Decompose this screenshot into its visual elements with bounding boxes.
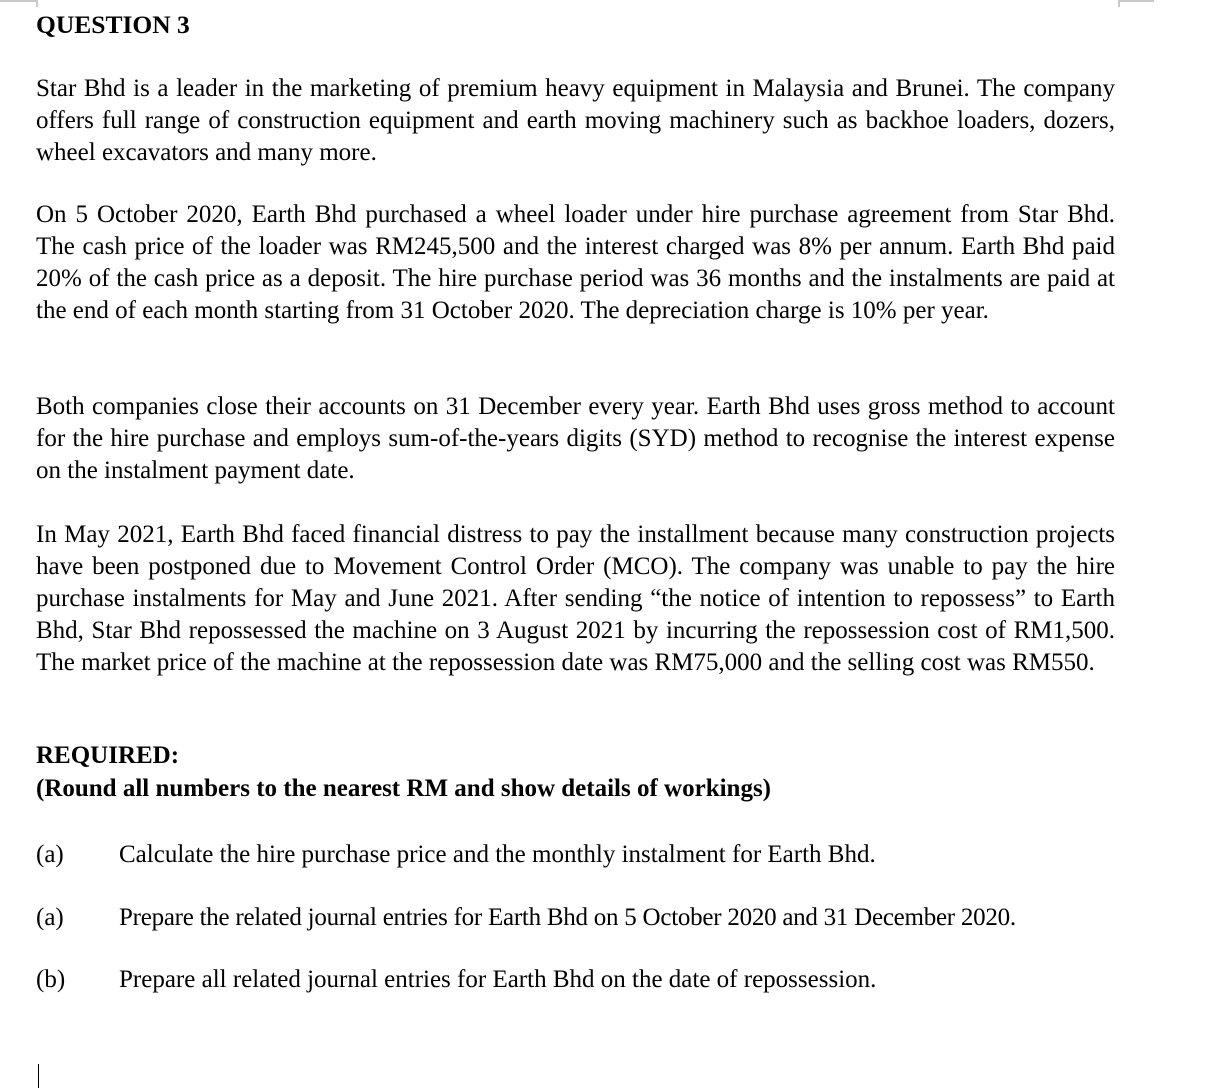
question-label: (a) (36, 841, 64, 868)
required-note: (Round all numbers to the nearest RM and show details of workings) (36, 775, 772, 802)
text-cursor[interactable] (38, 1064, 39, 1088)
question-label: (a) (36, 904, 64, 931)
question-title: QUESTION 3 (36, 10, 190, 39)
required-heading: REQUIRED: (36, 742, 180, 769)
question-label: (b) (36, 966, 66, 993)
question-text: Prepare all related journal entries for Earth Bhd on the date of repossession. (119, 966, 877, 993)
paragraph-accounting-policy: Both companies close their accounts on 31 December every year. Earth Bhd uses gross method to account for the hire purchase and employs sum-of-the-years digits (SYD) method to recognise the interest expense on the instalment payment date. (36, 393, 1115, 484)
question-text: Prepare the related journal entries for Earth Bhd on 5 October 2020 and 31 December 2020. (119, 904, 1016, 931)
paragraph-repossession: In May 2021, Earth Bhd faced financial distress to pay the installment because many construction projects have been postponed due to Movement Control Order (MCO). The company was unable to pay the hire purchase instalments for May and June 2021. After sending “the notice of intention to repossess” to Earth Bhd, Star Bhd repossessed the machine on 3 August 2021 by incurring the repossession cost of RM1,500. The market price of the machine at the repossession date was RM75,000 and the selling cost was RM550. (36, 521, 1115, 676)
question-text: Calculate the hire purchase price and the monthly instalment for Earth Bhd. (119, 841, 876, 868)
paragraph-purchase-details: On 5 October 2020, Earth Bhd purchased a wheel loader under hire purchase agreement from Star Bhd. The cash price of the loader was RM245,500 and the interest charged was 8% per annum. Earth Bhd paid 20% of the cash price as a deposit. The hire purchase period was 36 months and the instalments are paid at the end of each month starting from 31 October 2020. The depreciation charge is 10% per year. (36, 201, 1115, 324)
page-corner-right (1118, 0, 1154, 7)
paragraph-company-intro: Star Bhd is a leader in the marketing of premium heavy equipment in Malaysia and Brunei. The company offers full range of construction equipment and earth moving machinery such as backhoe loaders, dozers, wheel excavators and many more. (36, 75, 1115, 166)
page-corner-left (0, 0, 38, 7)
